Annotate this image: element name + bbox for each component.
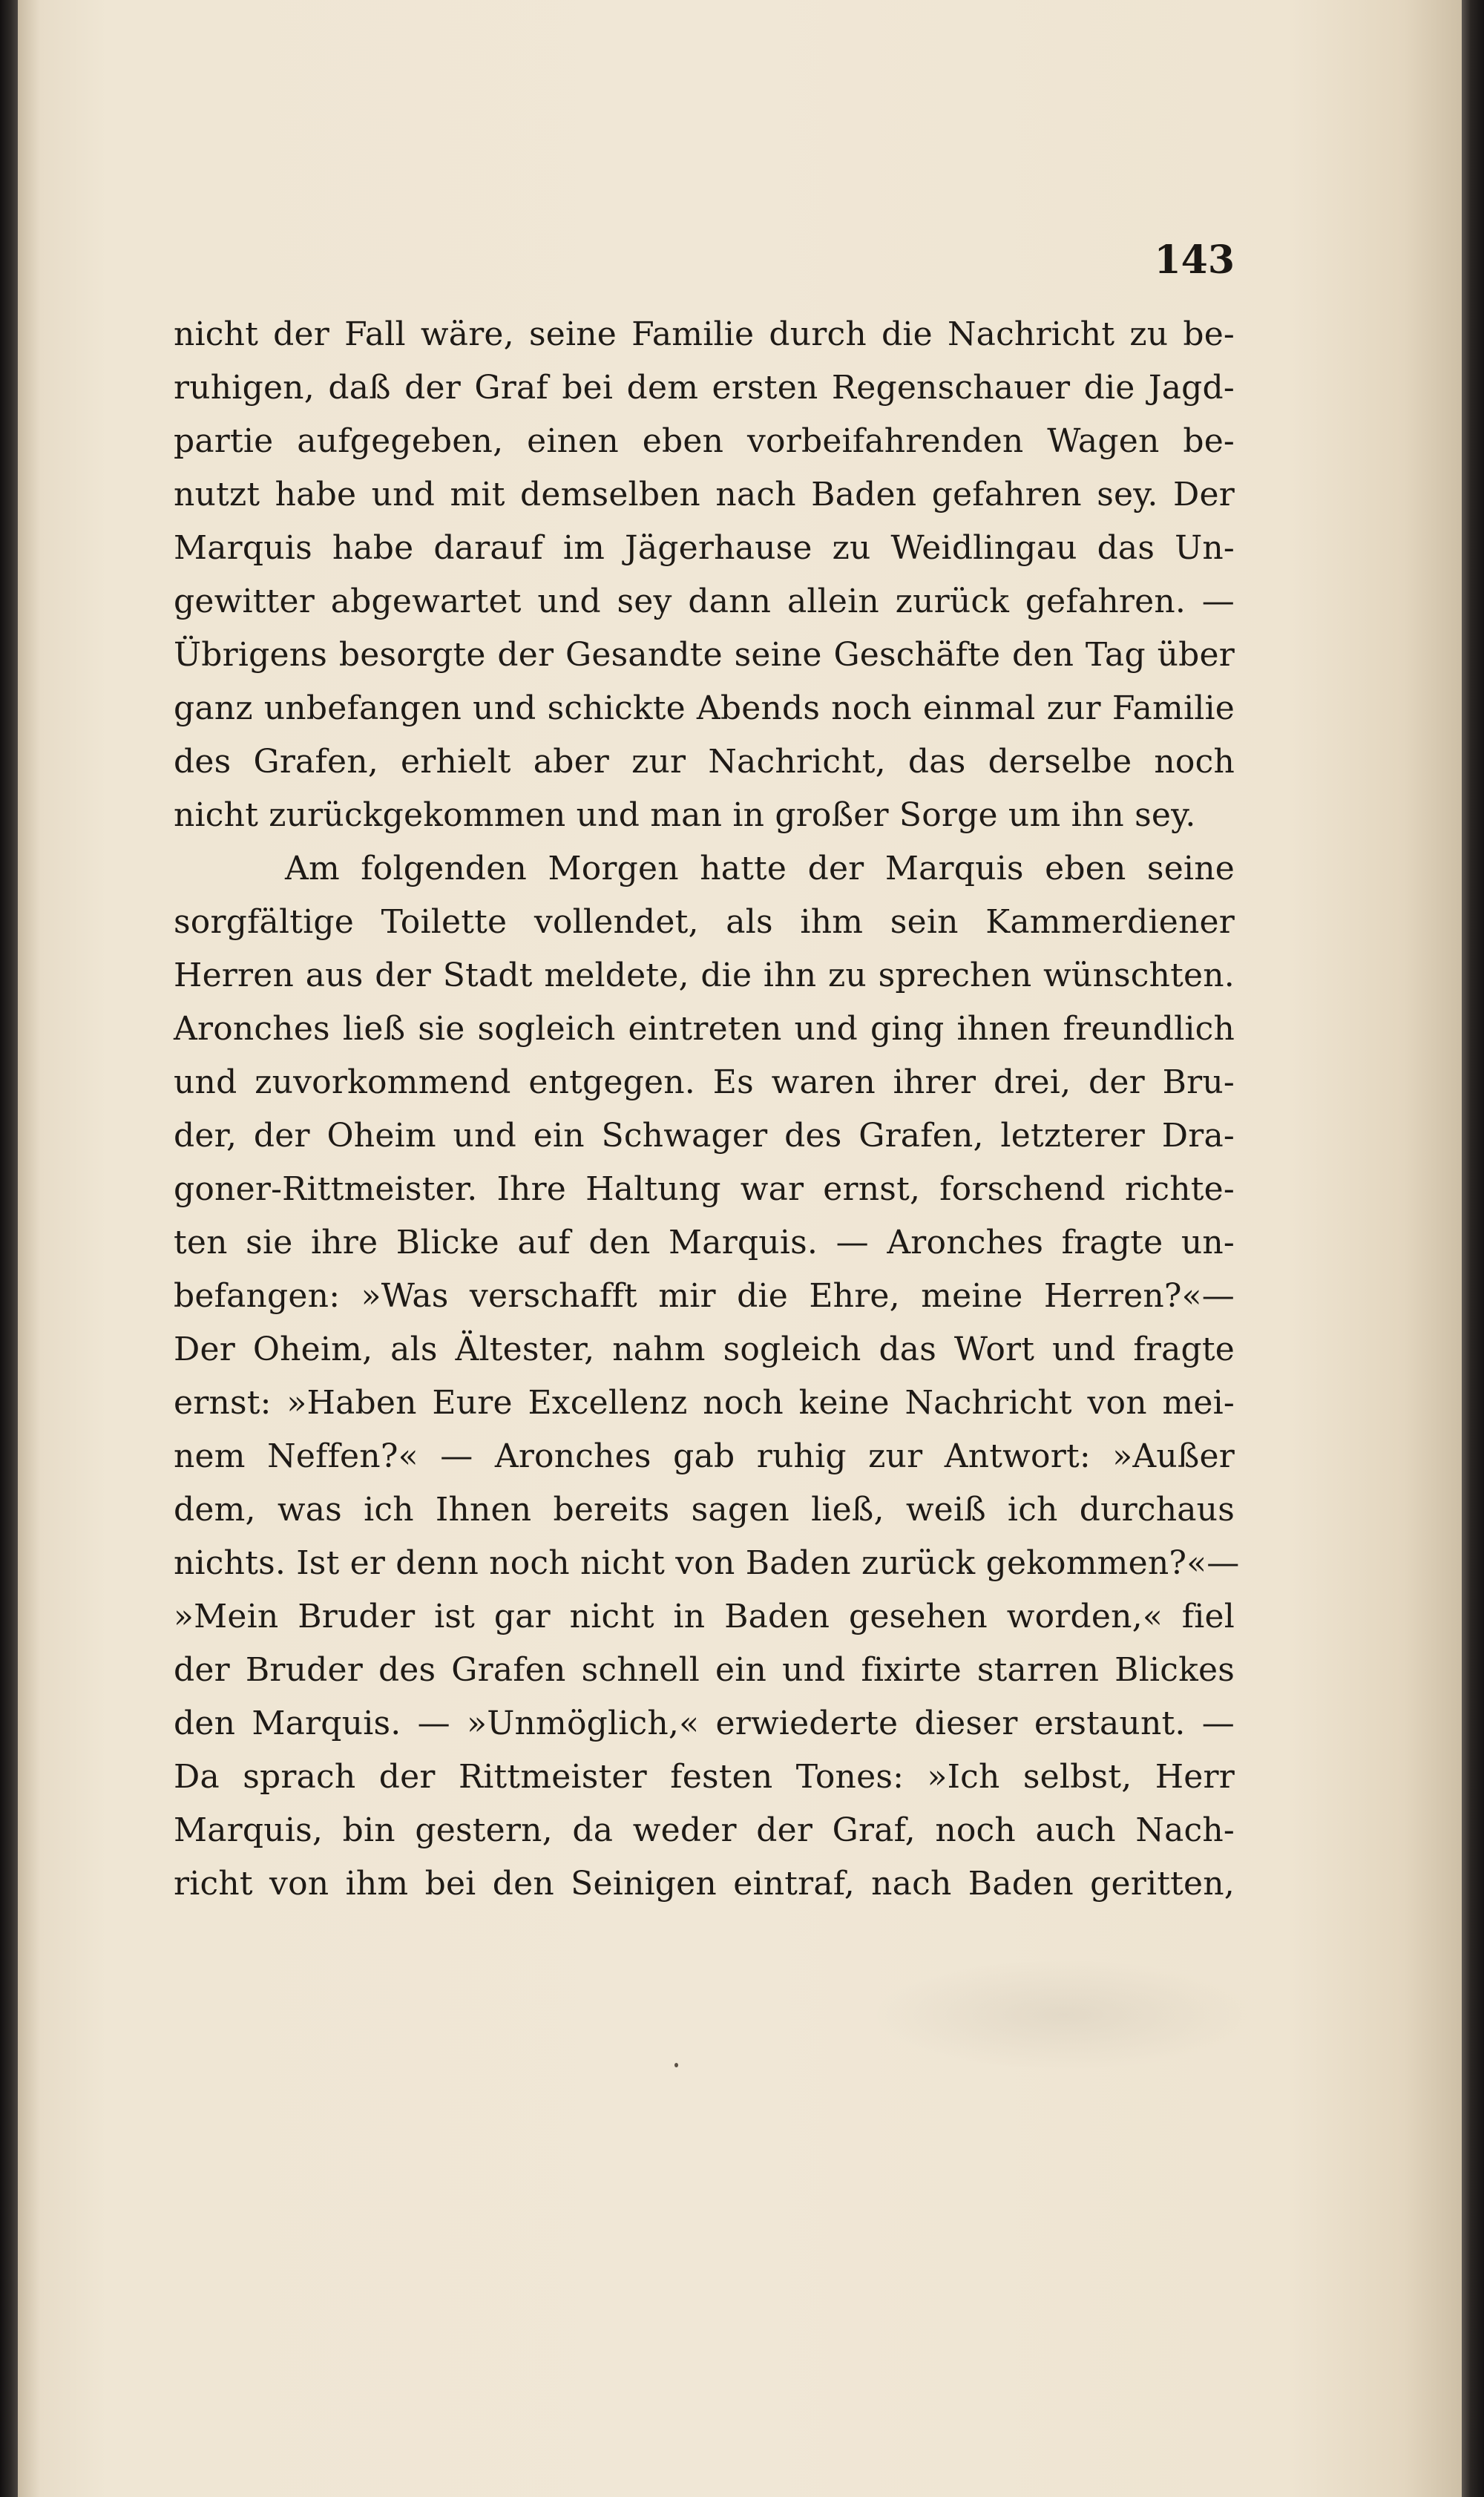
book-gutter-shadow (0, 0, 18, 2497)
show-through-smudge (871, 1959, 1257, 2070)
text-line: goner-Rittmeister. Ihre Haltung war ernst, forschend richte- (174, 1170, 1235, 1208)
text-line: ten sie ihre Blicke auf den Marquis. — Aronches fragte un- (174, 1224, 1235, 1261)
text-line: Marquis habe darauf im Jägerhause zu Weidlingau das Un- (174, 529, 1235, 567)
text-line: Herren aus der Stadt meldete, die ihn zu sprechen wünschten. (174, 957, 1235, 994)
text-line: nichts. Ist er denn noch nicht von Baden zurück gekommen?«— (174, 1544, 1240, 1582)
ink-speck (674, 2063, 678, 2067)
text-line: Aronches ließ sie sogleich eintreten und ging ihnen freundlich (174, 1010, 1235, 1048)
text-line: gewitter abgewartet und sey dann allein zurück gefahren. — (174, 583, 1235, 620)
text-line: des Grafen, erhielt aber zur Nachricht, das derselbe noch (174, 743, 1235, 781)
text-line: nicht der Fall wäre, seine Familie durch die Nachricht zu be- (174, 315, 1235, 353)
text-line: sorgfältige Toilette vollendet, als ihm sein Kammerdiener (174, 903, 1235, 941)
text-line: ganz unbefangen und schickte Abends noch einmal zur Familie (174, 689, 1235, 727)
book-page (18, 0, 1462, 2497)
text-line: partie aufgegeben, einen eben vorbeifahrenden Wagen be- (174, 422, 1235, 460)
text-line: richt von ihm bei den Seinigen eintraf, nach Baden geritten, (174, 1865, 1235, 1903)
text-line: »Mein Bruder ist gar nicht in Baden gesehen worden,« fiel (174, 1598, 1235, 1635)
text-line: der, der Oheim und ein Schwager des Grafen, letzterer Dra- (174, 1117, 1235, 1155)
text-line: dem, was ich Ihnen bereits sagen ließ, weiß ich durchaus (174, 1491, 1235, 1529)
paragraph-start-line: Am folgenden Morgen hatte der Marquis eben seine (285, 850, 1235, 887)
body-text (174, 308, 1240, 1911)
text-line: ernst: »Haben Eure Excellenz noch keine Nachricht von mei- (174, 1384, 1235, 1422)
text-line: den Marquis. — »Unmöglich,« erwiederte dieser erstaunt. — (174, 1704, 1235, 1742)
text-line: ruhigen, daß der Graf bei dem ersten Regenschauer die Jagd- (174, 369, 1235, 407)
text-line: der Bruder des Grafen schnell ein und fixirte starren Blickes (174, 1651, 1235, 1689)
text-line: nem Neffen?« — Aronches gab ruhig zur Antwort: »Außer (174, 1437, 1235, 1475)
text-line: Übrigens besorgte der Gesandte seine Geschäfte den Tag über (174, 636, 1235, 674)
text-line: Der Oheim, als Ältester, nahm sogleich das Wort und fragte (174, 1330, 1235, 1368)
book-edge-shadow (1462, 0, 1484, 2497)
page-number: 143 (1154, 237, 1235, 283)
text-line: und zuvorkommend entgegen. Es waren ihrer drei, der Bru- (174, 1063, 1235, 1101)
text-line: nutzt habe und mit demselben nach Baden gefahren sey. Der (174, 476, 1235, 513)
text-line: Marquis, bin gestern, da weder der Graf, noch auch Nach- (174, 1811, 1235, 1849)
text-line: Da sprach der Rittmeister festen Tones: »Ich selbst, Herr (174, 1758, 1235, 1796)
text-line: nicht zurückgekommen und man in großer Sorge um ihn sey. (174, 796, 1196, 834)
text-line: befangen: »Was verschafft mir die Ehre, meine Herren?«— (174, 1277, 1235, 1315)
